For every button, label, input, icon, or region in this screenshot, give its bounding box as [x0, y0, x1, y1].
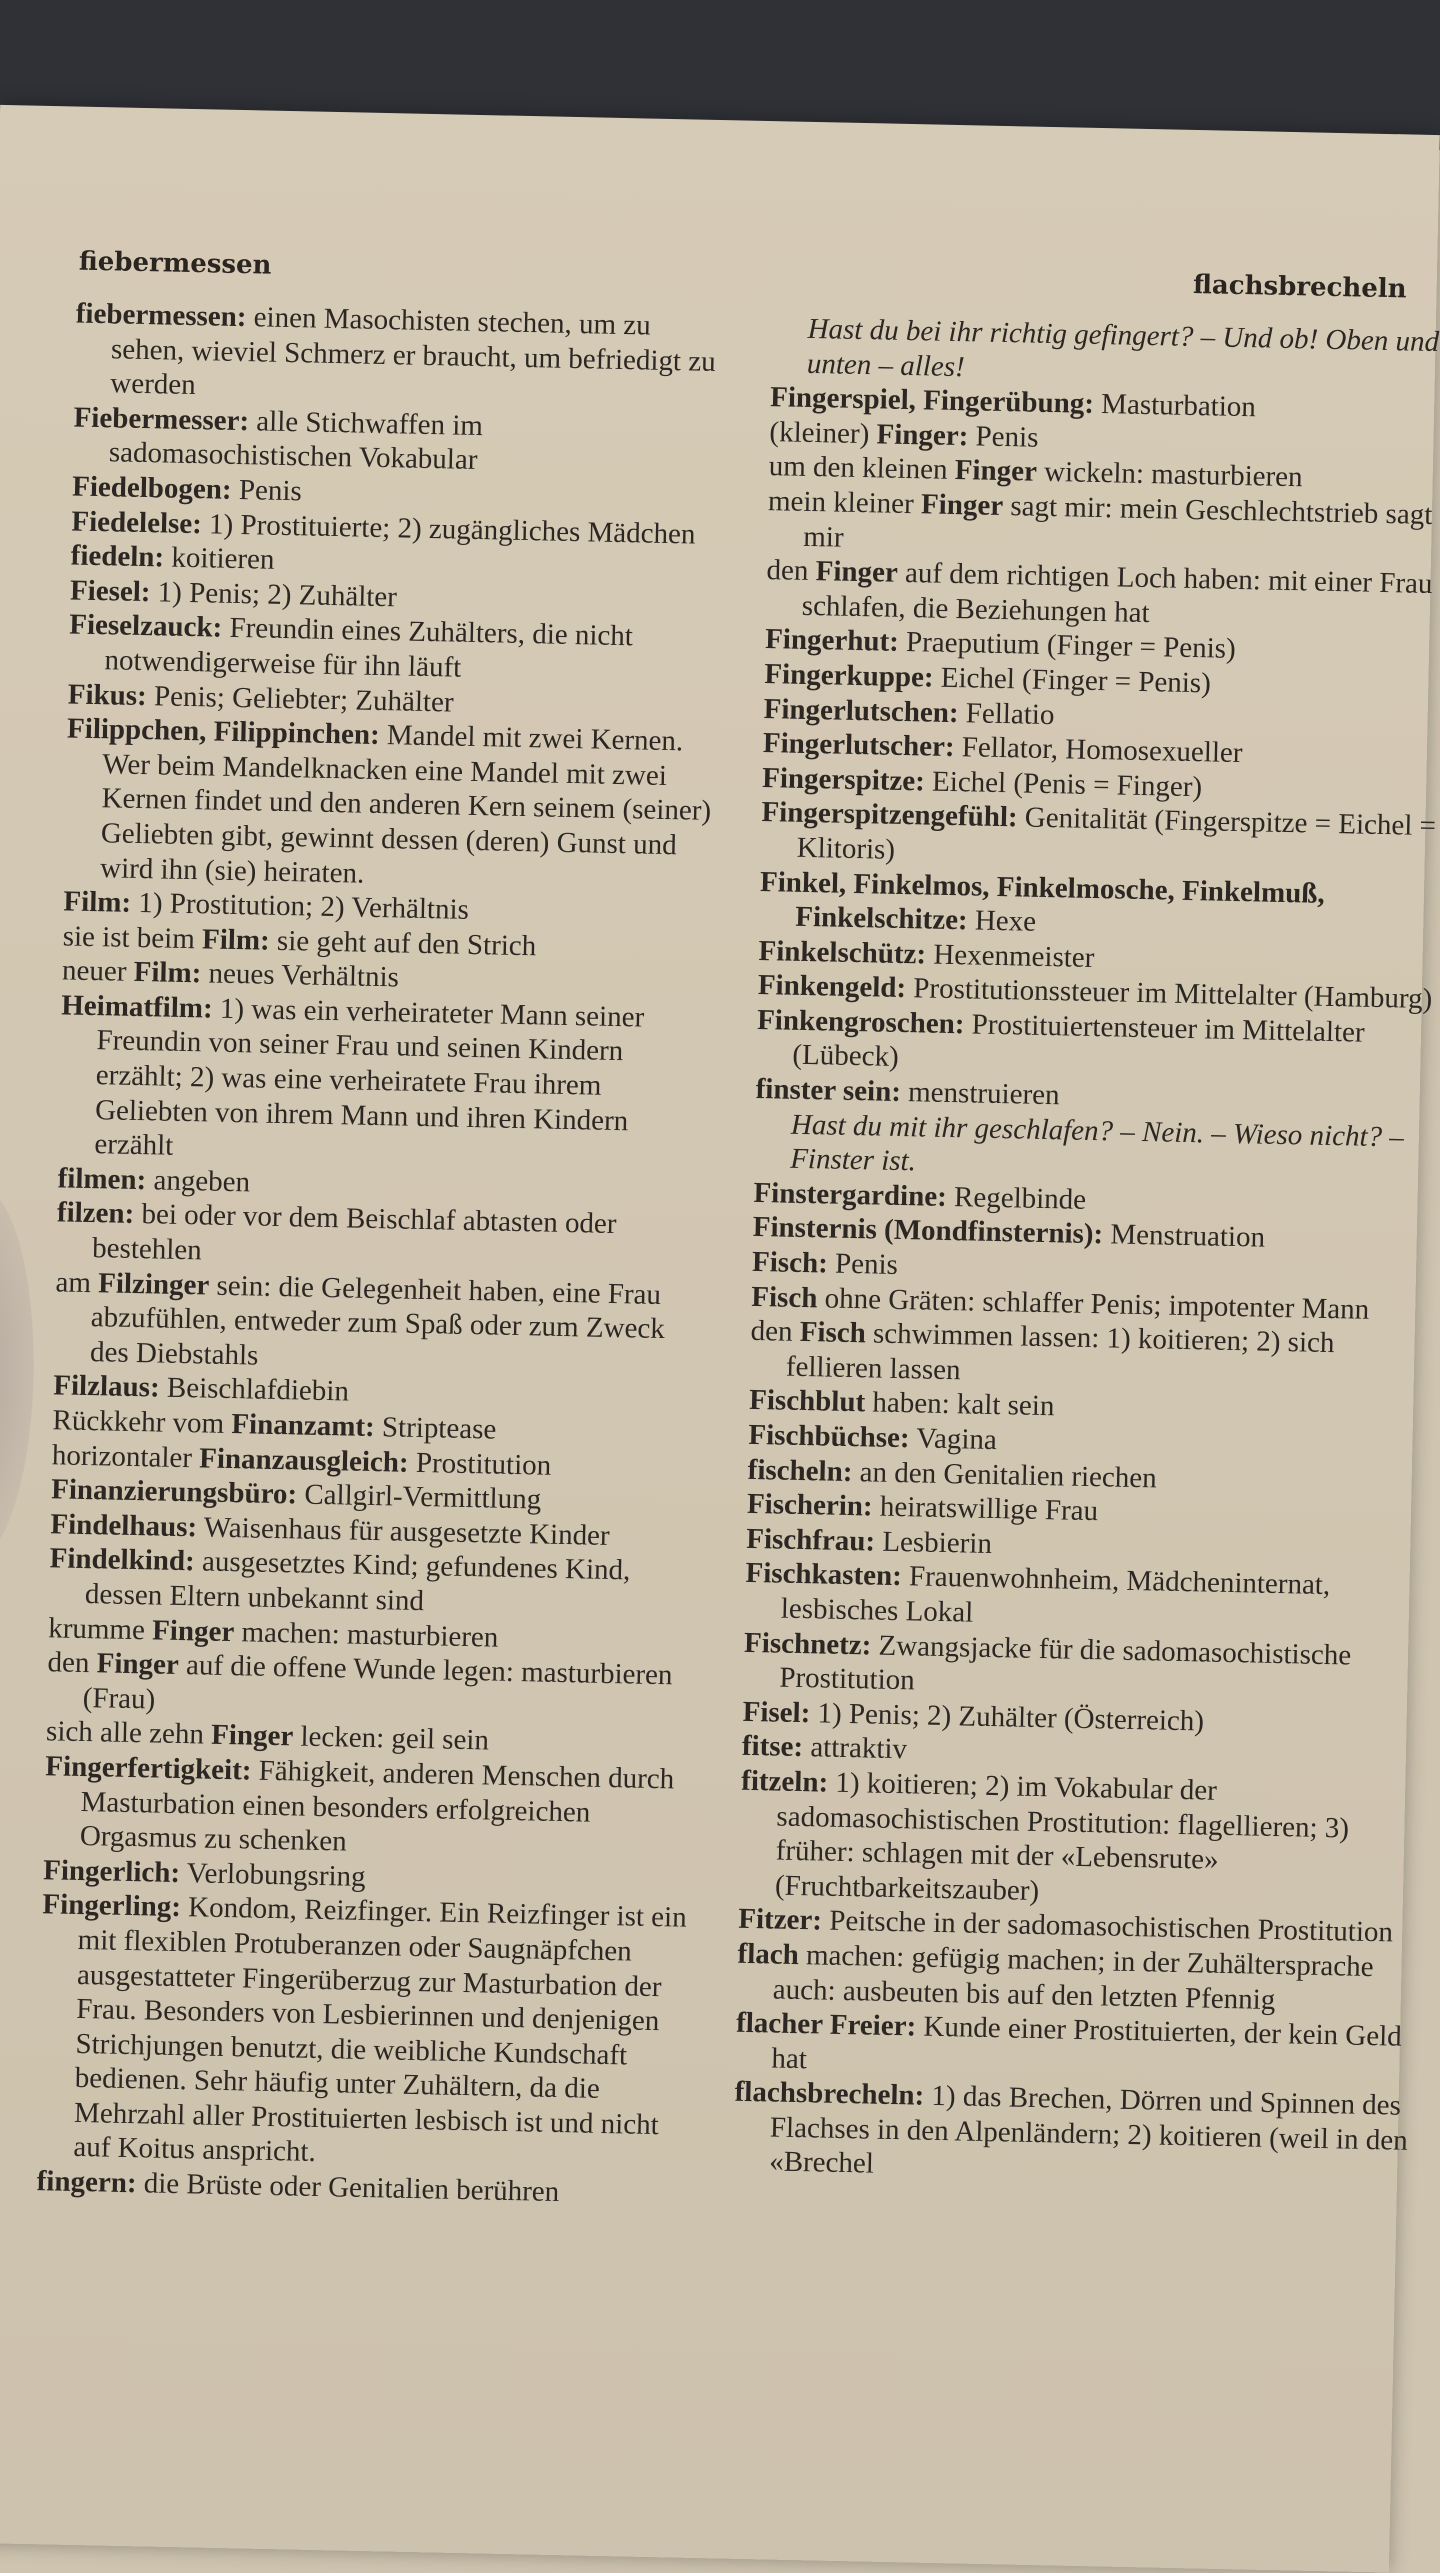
definition: einen Masochisten stechen, um zu sehen, wieviel Schmerz er braucht, um befriedigt zu werden: [110, 301, 717, 402]
headword: Findelhaus:: [50, 1508, 198, 1544]
headword: Finger: [96, 1647, 180, 1682]
definition: Penis: [968, 420, 1039, 454]
headword: flachsbrecheln:: [734, 2076, 925, 2112]
right-column: [733, 311, 1440, 2193]
headword: fitzeln:: [740, 1764, 829, 1799]
entry-prefix: um den kleinen: [768, 450, 956, 487]
definition: Praeputium (Finger = Penis): [898, 626, 1237, 666]
definition: Freundin eines Zuhälters, die nicht notwendigerweise für ihn läuft: [104, 612, 634, 684]
definition: attraktiv: [802, 1731, 908, 1766]
headword: Fikus:: [67, 678, 148, 712]
headword: Fitzer:: [737, 1903, 823, 1937]
dictionary-entry: [44, 1749, 696, 1866]
headword: Finger: [815, 555, 899, 589]
definition: 1) was ein verheirateter Mann seiner Freundin von seiner Frau und seinen Kindern erzählt; 2) was eine verheiratete Frau ihrem Geliebten von ihrem Mann und ihren Kindern erzählt: [94, 992, 645, 1163]
headword: Fingerspitze:: [761, 761, 926, 798]
definition: schwimmen lassen: 1) koitieren; 2) sich fellieren lassen: [785, 1317, 1335, 1387]
dictionary-entry: [74, 297, 726, 414]
definition: lecken: geil sein: [292, 1720, 490, 1757]
definition: an den Genitalien riechen: [852, 1455, 1158, 1495]
headword: fitse:: [741, 1730, 804, 1764]
headword: Finger:: [876, 418, 969, 453]
headword: Fischkasten:: [745, 1557, 903, 1593]
book-page: [0, 105, 1440, 2573]
headword: Finkengeld:: [757, 969, 907, 1005]
definition: Fähigkeit, anderen Menschen durch Masturbation einen besonders erfolgreichen Orgasmus zu schenken: [79, 1754, 675, 1858]
definition: ohne Gräten: schlaffer Penis; impotenter Mann: [817, 1281, 1370, 1326]
definition: menstruieren: [900, 1076, 1060, 1112]
headword: Fiebermesser:: [73, 401, 250, 437]
definition: auf dem richtigen Loch haben: mit einer Frau schlafen, die Beziehungen hat: [801, 556, 1433, 629]
definition: Lesbierin: [874, 1525, 993, 1560]
entry-prefix: den: [47, 1646, 97, 1680]
definition: haben: kalt sein: [864, 1386, 1055, 1423]
definition: ausgesetztes Kind; gefundenes Kind, dessen Eltern unbekannt sind: [84, 1545, 631, 1618]
headword: Fingerspitzengefühl:: [761, 796, 1018, 834]
definition: 1) Penis; 2) Zuhälter: [150, 575, 398, 614]
headword: fiebermessen:: [75, 297, 247, 334]
headword: Finsternis (Mondfinsternis):: [752, 1211, 1104, 1251]
definition: Striptease: [374, 1411, 497, 1446]
definition: Verlobungsring: [179, 1856, 366, 1893]
definition: sagt mir: mein Geschlechtstrieb sagt mir: [802, 489, 1433, 554]
headword: Filzlaus:: [53, 1369, 161, 1404]
headword: Fingerlutschen:: [763, 692, 959, 729]
headword: Finanzamt:: [231, 1408, 376, 1444]
headword: Film:: [133, 956, 202, 990]
definition: 1) Prostituierte; 2) zugängliches Mädchen: [201, 507, 696, 551]
definition: auf die offene Wunde legen: masturbieren (Frau): [82, 1649, 673, 1716]
definition: die Brüste oder Genitalien berühren: [136, 2167, 560, 2209]
entry-prefix: den: [766, 554, 817, 588]
headword: Filzinger: [97, 1266, 210, 1302]
headword: Film:: [63, 885, 132, 919]
definition: heiratswillige Frau: [872, 1490, 1099, 1528]
headword: Fingerspiel, Fingerübung:: [769, 381, 1095, 421]
headword: Film:: [201, 923, 271, 957]
definition: Beischlafdiebin: [159, 1371, 350, 1408]
definition: Eichel (Penis = Finger): [924, 765, 1203, 803]
definition: Vagina: [909, 1422, 998, 1457]
headword: Fisch: [799, 1316, 867, 1350]
headword: Fingerkuppe:: [764, 657, 934, 694]
definition: bei oder vor dem Beischlaf abtasten oder bestehlen: [91, 1198, 617, 1267]
headword: Fisel:: [742, 1695, 811, 1729]
headword: Finger: [151, 1614, 235, 1648]
definition: Genitalität (Fingerspitze = Eichel = Klitoris): [796, 801, 1437, 866]
thumb-shadow: [0, 1183, 38, 1565]
headword: fiedeln:: [70, 539, 165, 574]
headword: Fisch:: [751, 1245, 829, 1280]
definition: Zwangsjacke für die sadomasochistische Prostitution: [779, 1629, 1352, 1697]
definition: Callgirl-Vermittlung: [296, 1478, 542, 1516]
headword: Fischbüchse:: [748, 1418, 910, 1455]
definition: Mandel mit zwei Kernen. Wer beim Mandelknacken eine Mandel mit zwei Kernen findet und den anderen Kern seinem (seiner) Geliebten gibt, gewinnt dessen (deren) Gunst und wird ihn (sie) heiraten.: [99, 719, 712, 890]
entry-prefix: neuer: [61, 954, 135, 989]
headword: Finkengroschen:: [756, 1003, 965, 1041]
definition: Eichel (Finger = Penis): [933, 661, 1212, 700]
definition: Penis: [827, 1247, 899, 1282]
dictionary-entry: [58, 988, 711, 1175]
definition: 1) das Brechen, Dörren und Spinnen des Flachses in den Alpenländern; 2) koitieren (weil in den «Brechel: [768, 2079, 1409, 2181]
headword: Fiesel:: [69, 574, 151, 608]
definition: Kondom, Reizfinger. Ein Reizfinger ist ein mit flexiblen Protuberanzen oder Saugnäpfchen ausgestatteter Fingerüberzug zur Masturbation der Frau. Besonders von Lesbierinnen und denjenigen Strichjungen benutzt, die weibliche Kundschaft bedienen. Sehr häufig unter Zuhältern, da die Mehrzahl aller Prostituierten lesbisch ist und nicht auf Koitus anspricht.: [73, 1891, 688, 2169]
definition: Penis; Geliebter; Zuhälter: [146, 679, 454, 719]
headword: Heimatfilm:: [60, 989, 214, 1025]
headword: Fisch: [751, 1280, 818, 1314]
headword: fingern:: [36, 2165, 137, 2200]
headword: Filippchen, Filippinchen:: [66, 712, 381, 752]
definition: neues Verhältnis: [200, 957, 400, 994]
dictionary-entry: [37, 1888, 693, 2178]
definition: machen: masturbieren: [233, 1615, 499, 1654]
headword: flach: [737, 1937, 800, 1971]
dictionary-entry: [68, 608, 719, 691]
headword: Fiedelelse:: [71, 505, 203, 540]
headword: finster sein:: [755, 1073, 902, 1109]
definition: machen: gefügig machen; in der Zuhältersprache auch: ausbeuten bis auf den letzten Pfennig: [772, 1938, 1374, 2016]
headword: Fingerfertigkeit:: [45, 1750, 252, 1787]
definition: Prostituiertensteuer im Mittelalter (Lübeck): [792, 1008, 1365, 1074]
entry-prefix: (kleiner): [769, 415, 877, 451]
entry-prefix: mein kleiner: [767, 485, 922, 521]
definition: 1) Penis; 2) Zuhälter (Österreich): [809, 1696, 1205, 1738]
headword: Fingerlutscher:: [762, 727, 955, 764]
entry-prefix: Rückkehr vom: [52, 1404, 232, 1441]
entry-prefix: sich alle zehn: [45, 1715, 212, 1752]
headword: Finkelschütz:: [758, 934, 927, 971]
dictionary-entry: [64, 712, 717, 899]
headword: filmen:: [57, 1162, 147, 1197]
definition: angeben: [145, 1164, 251, 1199]
headword: Fischerin:: [746, 1488, 873, 1523]
definition: Regelbinde: [946, 1180, 1087, 1216]
definition: Hexe: [967, 904, 1037, 938]
definition: sie geht auf den Strich: [269, 924, 537, 963]
headword: fischeln:: [747, 1453, 853, 1488]
entry-prefix: krumme: [47, 1611, 153, 1646]
headword: filzen:: [56, 1196, 135, 1231]
headword: Fischfrau:: [745, 1522, 876, 1558]
definition: Peitsche in der sadomasochistischen Prostitution: [821, 1904, 1394, 1949]
headword: Finstergardine:: [753, 1176, 948, 1213]
headword: Fischblut: [748, 1384, 866, 1419]
example-quote: Hast du mit ihr geschlafen? – Nein. – Wieso nicht? – Finster ist.: [789, 1108, 1405, 1178]
example-quote: Hast du bei ihr richtig gefingert? – Und ob! Oben und unten – alles!: [806, 312, 1440, 383]
running-head-right: flachsbrecheln: [1192, 269, 1407, 305]
dictionary-entry: [56, 1196, 707, 1279]
running-head-left: fiebermessen: [78, 246, 272, 281]
headword: Fiedelbogen:: [71, 470, 232, 506]
definition: 1) Prostitution; 2) Verhältnis: [130, 886, 470, 927]
dictionary-entry: [49, 1542, 700, 1625]
headword: Fingerhut:: [764, 623, 900, 659]
dictionary-entry: [54, 1265, 706, 1382]
definition: alle Stichwaffen im sadomasochistischen Vokabular: [108, 404, 484, 477]
definition: Hexenmeister: [925, 938, 1095, 974]
definition: 1) koitieren; 2) im Vokabular der sadomasochistischen Prostitution: flagellieren; 3) früher: schlagen mit der «Lebensrute» (Fruchtbarkeitszauber): [774, 1766, 1350, 1907]
headword: flacher Freier:: [735, 2006, 917, 2043]
definition: Prostitutionssteuer im Mittelalter (Hamburg): [905, 972, 1433, 1016]
definition: koitieren: [163, 541, 275, 576]
entry-prefix: horizontaler: [51, 1438, 200, 1474]
definition: sein: die Gelegenheit haben, eine Frau abzufühlen, entweder zum Spaß oder zum Zweck des Diebstahls: [89, 1269, 666, 1372]
definition: wickeln: masturbieren: [1036, 456, 1303, 494]
left-column: [36, 297, 726, 2213]
entry-prefix: sie ist beim: [62, 920, 203, 956]
headword: Finkel, Finkelmos, Finkelmosche, Finkelmuß, Finkelschitze:: [759, 865, 1326, 937]
headword: Fischnetz:: [743, 1626, 872, 1662]
entry-prefix: den: [750, 1315, 801, 1349]
definition: Prostitution: [408, 1446, 552, 1482]
definition: Waisenhaus für ausgesetzte Kinder: [196, 1511, 610, 1552]
definition: Masturbation: [1093, 388, 1257, 424]
definition: Frauenwohnheim, Mädcheninternat, lesbisches Lokal: [780, 1560, 1331, 1629]
definition: Kunde einer Prostituierten, der kein Geld hat: [771, 2010, 1403, 2075]
definition: Fellatio: [958, 696, 1055, 731]
headword: Finger: [210, 1719, 294, 1753]
headword: Fieselzauck:: [68, 608, 223, 645]
definition: Fellator, Homosexueller: [954, 731, 1243, 770]
dictionary-entry: [739, 1764, 1422, 1917]
headword: Finger: [954, 454, 1038, 489]
definition: Menstruation: [1102, 1218, 1266, 1255]
headword: Findelkind:: [49, 1542, 196, 1578]
definition: Penis: [231, 473, 303, 508]
headword: Finanzierungsbüro:: [50, 1473, 298, 1511]
entry-prefix: am: [55, 1265, 99, 1299]
headword: Finger: [920, 488, 1004, 522]
headword: Fingerlich:: [42, 1853, 181, 1889]
headword: Finanzausgleich:: [198, 1441, 409, 1479]
headword: Fingerling:: [42, 1888, 182, 1924]
dictionary-entry: [733, 2075, 1415, 2193]
